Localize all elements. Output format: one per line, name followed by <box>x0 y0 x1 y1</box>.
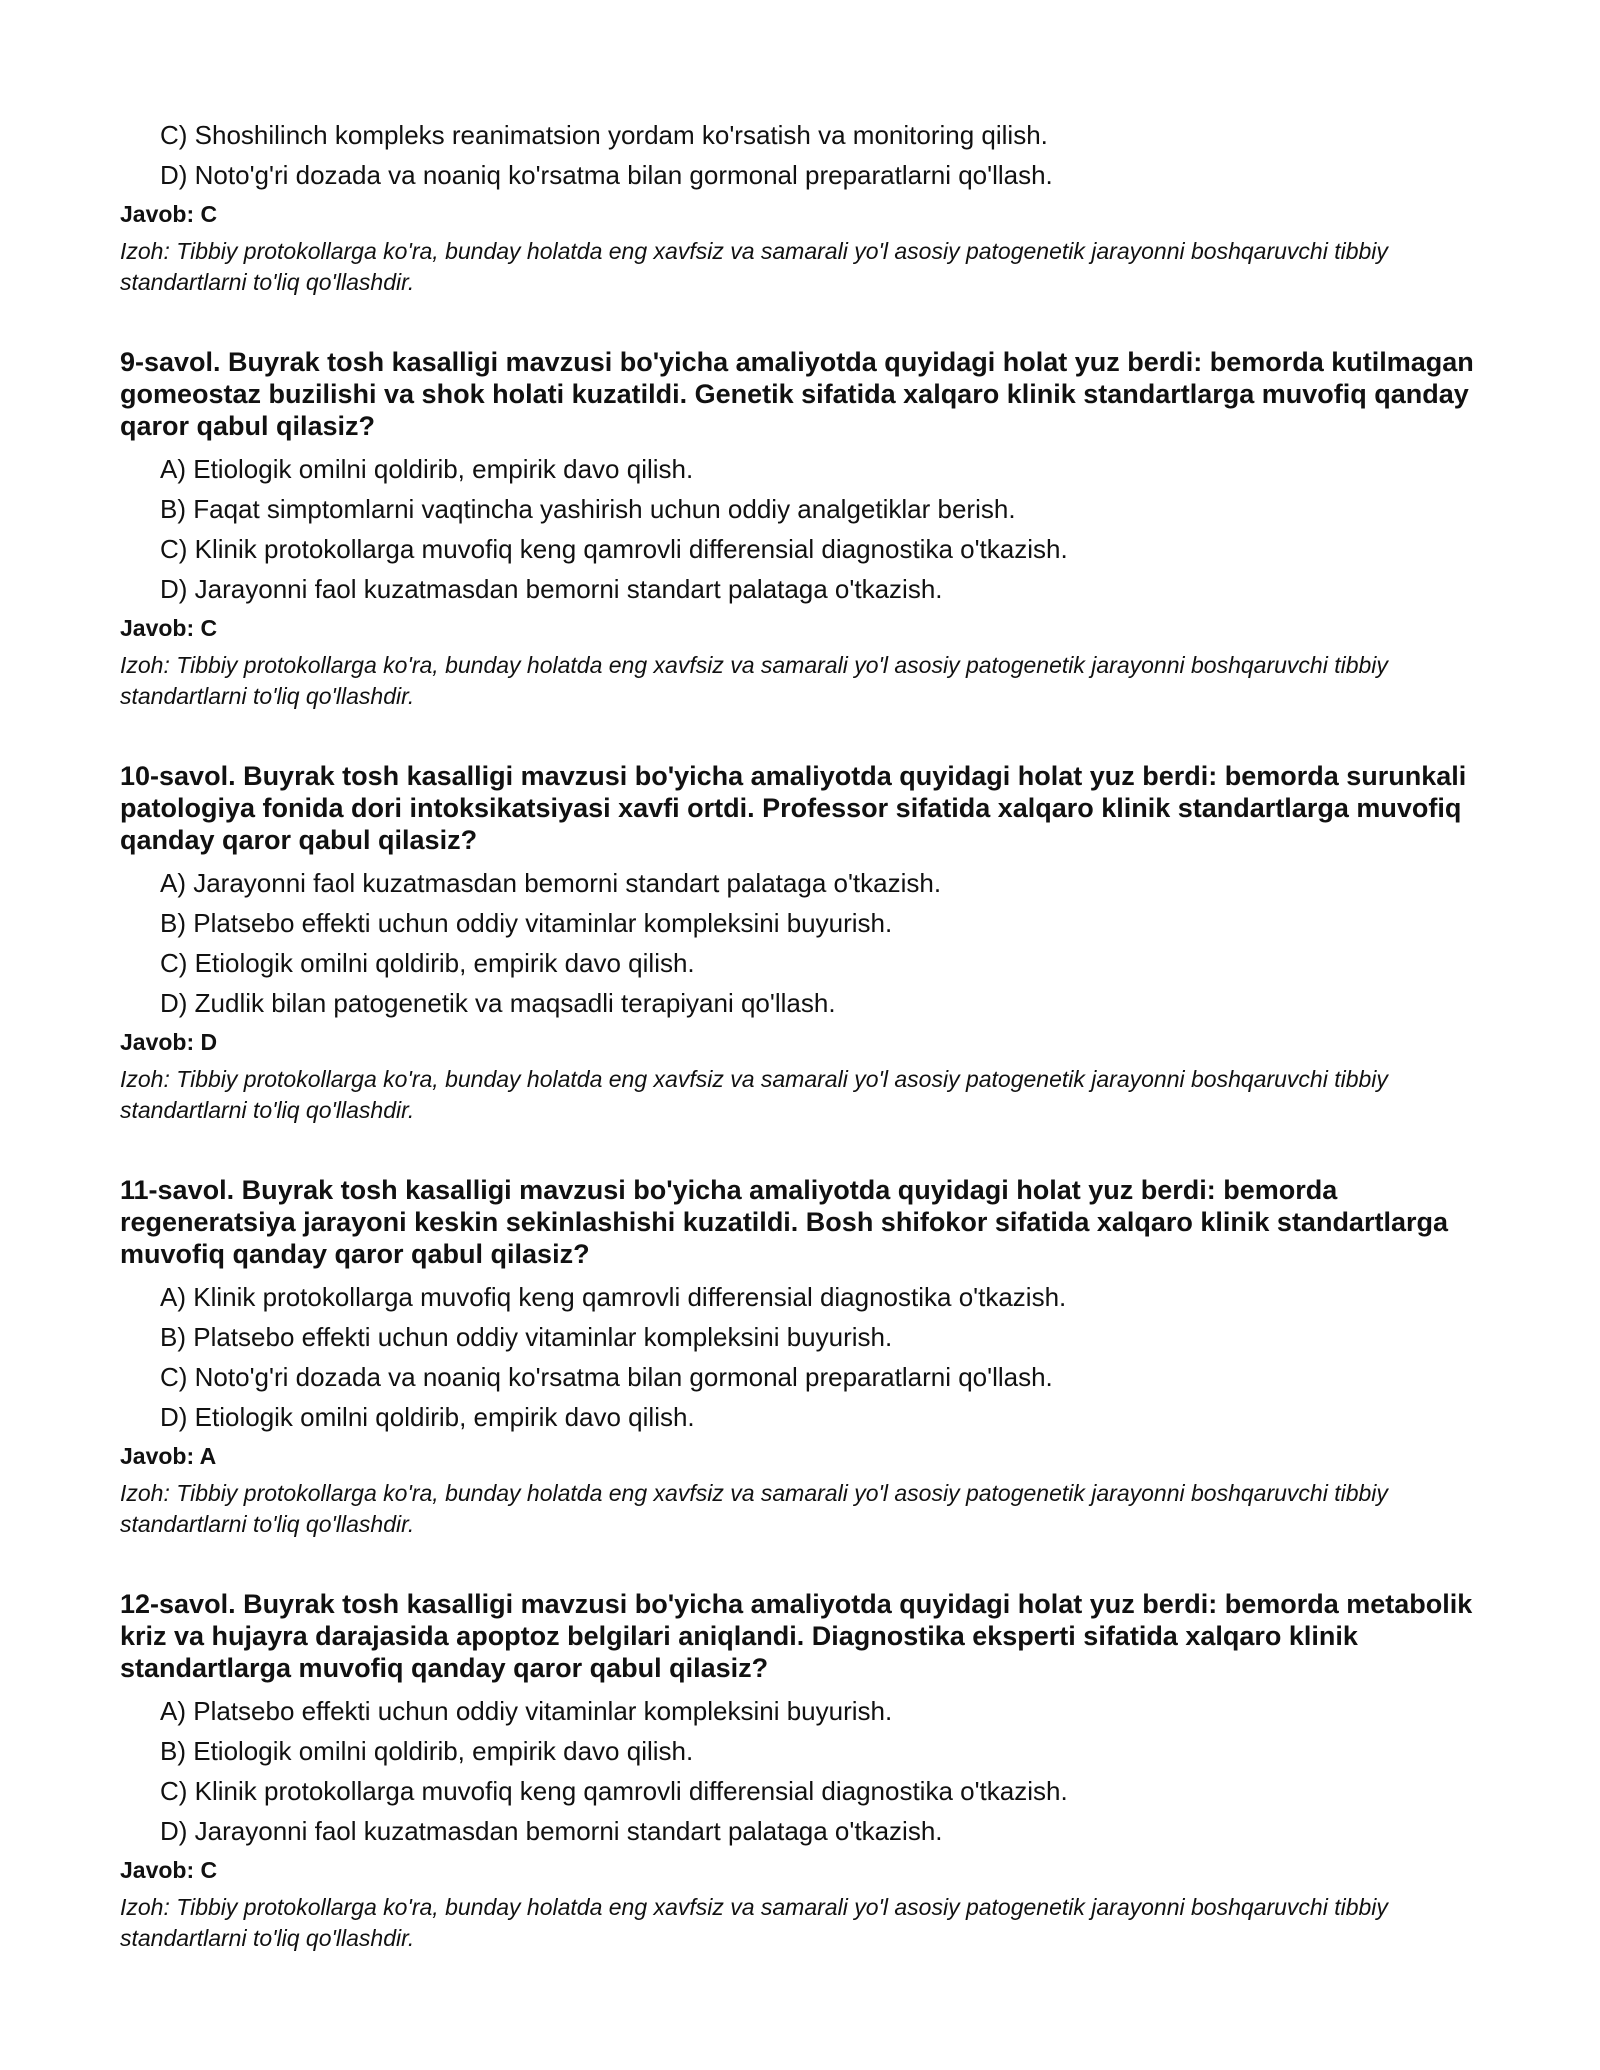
options-list <box>120 1282 1480 1432</box>
options-list <box>120 1696 1480 1846</box>
option-c: C) Etiologik omilni qoldirib, empirik davo qilish. <box>160 948 695 978</box>
question-12 <box>120 1588 1480 1954</box>
options-list <box>120 120 1480 190</box>
answer-label: Javob: C <box>120 201 218 227</box>
question-11 <box>120 1174 1480 1540</box>
explanation-note: Izoh: Tibbiy protokollarga ko'ra, bunday holatda eng xavfsiz va samarali yo'l asosiy patogenetik jarayonni boshqaruvchi tibbiy standartlarni to'liq qo'llashdir. <box>120 1480 1388 1537</box>
option-b: B) Platsebo effekti uchun oddiy vitaminlar kompleksini buyurish. <box>160 1322 893 1352</box>
answer-label: Javob: A <box>120 1443 217 1469</box>
option-b: B) Etiologik omilni qoldirib, empirik davo qilish. <box>160 1736 694 1766</box>
option-b: B) Faqat simptomlarni vaqtincha yashirish uchun oddiy analgetiklar berish. <box>160 494 1016 524</box>
previous-question-continuation <box>120 120 1480 298</box>
option-b: B) Platsebo effekti uchun oddiy vitaminlar kompleksini buyurish. <box>160 908 893 938</box>
question-title: 10-savol. Buyrak tosh kasalligi mavzusi bo'yicha amaliyotda quyidagi holat yuz berdi: bemorda surunkali patologiya fonida dori intoksikatsiyasi xavfi ortdi. Professor sifatida xalqaro klinik standartlarga muvofiq qanday qaror qabul qilasiz? <box>120 761 1467 855</box>
option-c: C) Klinik protokollarga muvofiq keng qamrovli differensial diagnostika o'tkazish. <box>160 534 1068 564</box>
document-page <box>120 120 1480 1954</box>
option-c: C) Klinik protokollarga muvofiq keng qamrovli differensial diagnostika o'tkazish. <box>160 1776 1068 1806</box>
options-list <box>120 868 1480 1018</box>
option-a: A) Platsebo effekti uchun oddiy vitaminlar kompleksini buyurish. <box>160 1696 893 1726</box>
option-d: D) Jarayonni faol kuzatmasdan bemorni standart palataga o'tkazish. <box>160 574 943 604</box>
answer-label: Javob: C <box>120 1857 218 1883</box>
option-d: D) Zudlik bilan patogenetik va maqsadli terapiyani qo'llash. <box>160 988 836 1018</box>
option-c: C) Noto'g'ri dozada va noaniq ko'rsatma bilan gormonal preparatlarni qo'llash. <box>160 1362 1053 1392</box>
question-title: 11-savol. Buyrak tosh kasalligi mavzusi bo'yicha amaliyotda quyidagi holat yuz berdi: bemorda regeneratsiya jarayoni keskin sekinlashishi kuzatildi. Bosh shifokor sifatida xalqaro klinik standartlarga muvofiq qanday qaror qabul qilasiz? <box>120 1175 1448 1269</box>
question-9 <box>120 346 1480 712</box>
option-a: A) Jarayonni faol kuzatmasdan bemorni standart palataga o'tkazish. <box>160 868 942 898</box>
option-a: A) Klinik protokollarga muvofiq keng qamrovli differensial diagnostika o'tkazish. <box>160 1282 1067 1312</box>
option-d: D) Jarayonni faol kuzatmasdan bemorni standart palataga o'tkazish. <box>160 1816 943 1846</box>
question-title: 9-savol. Buyrak tosh kasalligi mavzusi bo'yicha amaliyotda quyidagi holat yuz berdi: bemorda kutilmagan gomeostaz buzilishi va shok holati kuzatildi. Genetik sifatida xalqaro klinik standartlarga muvofiq qanday qaror qabul qilasiz? <box>120 347 1474 441</box>
option-a: A) Etiologik omilni qoldirib, empirik davo qilish. <box>160 454 694 484</box>
question-title: 12-savol. Buyrak tosh kasalligi mavzusi bo'yicha amaliyotda quyidagi holat yuz berdi: bemorda metabolik kriz va hujayra darajasida apoptoz belgilari aniqlandi. Diagnostika eksperti sifatida xalqaro klinik standartlarga muvofiq qanday qaror qabul qilasiz? <box>120 1589 1473 1683</box>
explanation-note: Izoh: Tibbiy protokollarga ko'ra, bunday holatda eng xavfsiz va samarali yo'l asosiy patogenetik jarayonni boshqaruvchi tibbiy standartlarni to'liq qo'llashdir. <box>120 1066 1388 1123</box>
answer-label: Javob: D <box>120 1029 218 1055</box>
option-d: D) Etiologik omilni qoldirib, empirik davo qilish. <box>160 1402 695 1432</box>
options-list <box>120 454 1480 604</box>
explanation-note: Izoh: Tibbiy protokollarga ko'ra, bunday holatda eng xavfsiz va samarali yo'l asosiy patogenetik jarayonni boshqaruvchi tibbiy standartlarni to'liq qo'llashdir. <box>120 1894 1388 1951</box>
question-10 <box>120 760 1480 1126</box>
explanation-note: Izoh: Tibbiy protokollarga ko'ra, bunday holatda eng xavfsiz va samarali yo'l asosiy patogenetik jarayonni boshqaruvchi tibbiy standartlarni to'liq qo'llashdir. <box>120 238 1388 295</box>
explanation-note: Izoh: Tibbiy protokollarga ko'ra, bunday holatda eng xavfsiz va samarali yo'l asosiy patogenetik jarayonni boshqaruvchi tibbiy standartlarni to'liq qo'llashdir. <box>120 652 1388 709</box>
option-c: C) Shoshilinch kompleks reanimatsion yordam ko'rsatish va monitoring qilish. <box>160 120 1048 150</box>
option-d: D) Noto'g'ri dozada va noaniq ko'rsatma bilan gormonal preparatlarni qo'llash. <box>160 160 1053 190</box>
answer-label: Javob: C <box>120 615 218 641</box>
